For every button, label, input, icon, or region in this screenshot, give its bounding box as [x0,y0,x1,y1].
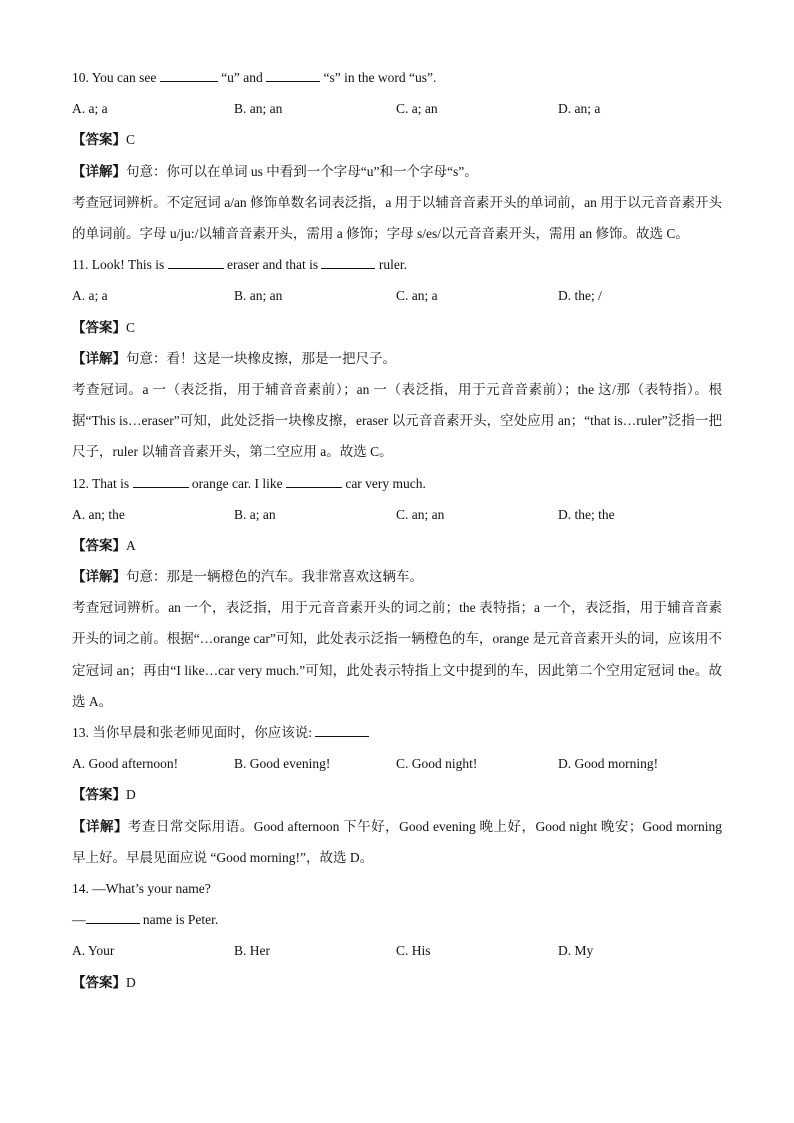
question-10-stem: 10. You can see “u” and “s” in the word “us”. [72,70,437,85]
question-12-detail-1: 【详解】句意：那是一辆橙色的汽车。我非常喜欢这辆车。 [72,569,423,585]
option-b: B. an; an [234,288,283,304]
option-a: A. a; a [72,288,108,304]
question-14-answer [72,967,722,998]
answer-tag: 【答案】 [72,974,126,990]
question-13-stem: 13. 当你早晨和张老师见面时，你应该说: [72,717,722,748]
answer-tag: 【答案】 [72,319,126,335]
blank [133,477,189,488]
blank [160,71,218,82]
question-10-detail-1: 【详解】句意：你可以在单词 us 中看到一个字母“u”和一个字母“s”。 [72,163,478,179]
detail-tag: 【详解】 [72,163,126,179]
option-b: B. Her [234,943,270,959]
answer-tag: 【答案】 [72,537,126,553]
answer-value: D [126,974,136,990]
question-11-options [72,280,722,311]
option-d: D. Good morning! [558,756,659,772]
answer-tag: 【答案】 [72,787,126,803]
question-11-detail-1: 【详解】句意：看！这是一块橡皮擦，那是一把尺子。 [72,350,396,366]
answer-tag: 【答案】 [72,132,126,148]
answer-value: D [126,787,136,803]
question-13-answer [72,779,722,810]
option-d: D. the; / [558,288,602,304]
option-a: A. an; the [72,506,125,522]
option-d: D. My [558,943,594,959]
question-12-stem: 12. That is orange car. I like car very much. [72,475,426,491]
detail-tag: 【详解】 [72,569,126,585]
option-a: A. a; a [72,101,108,117]
question-12-options [72,499,722,530]
option-c: C. His [396,943,431,959]
option-c: C. Good night! [396,756,478,772]
blank [266,71,320,82]
question-14-options [72,935,722,966]
question-12-detail-2: 考查冠词辨析。an 一个，表泛指，用于元音音素开头的词之前；the 表特指；a 一个，表泛指，用于辅音音素开头的词之前。根据“…orange car”可知，此处表示泛指一辆橙色的车，orange 是元音音素开头的词，应该用不定冠词 an；再由“I like…car very much.”可知，此处表示特指上文中提到的车，因此第二个空用定冠词 the。故选 A。 [72,600,722,709]
detail-tag: 【详解】 [72,818,128,834]
blank [315,726,369,737]
answer-value: C [126,319,136,335]
question-11-stem: 11. Look! This is eraser and that is ruler. [72,257,407,273]
blank [321,258,375,269]
option-c: C. an; an [396,506,445,522]
question-11-answer [72,312,722,343]
question-13-detail-1: 【详解】考查日常交际用语。Good afternoon 下午好，Good evening 晚上好，Good night 晚安；Good morning 早上好。早晨见面应说 “Good morning!”，故选 D。 [72,818,722,865]
document-page [72,62,722,998]
question-13-options [72,748,722,779]
option-c: C. an; a [396,288,438,304]
option-b: B. an; an [234,101,283,117]
question-10-detail-2: 考查冠词辨析。不定冠词 a/an 修饰单数名词表泛指，a 用于以辅音音素开头的单词前，an 用于以元音音素开头的单词前。字母 u/ju:/以辅音音素开头，需用 a 修饰；字母 s/es/以元音音素开头，需用 an 修饰。故选 C。 [72,194,722,241]
answer-value: A [126,537,136,553]
option-b: B. a; an [234,506,276,522]
question-11-detail-2: 考查冠词。a 一（表泛指，用于辅音音素前）；an 一（表泛指，用于元音音素前）；the 这/那（表特指）。根据“This is…eraser”可知，此处泛指一块橡皮擦，eraser 以元音音素开头，空处应用 an；“that is…ruler”泛指一把尺子，ruler 以辅音音素开头，第二空应用 a。故选 C。 [72,381,722,460]
blank [168,258,224,269]
blank [86,913,140,924]
answer-value: C [126,132,136,148]
question-10-options [72,93,722,124]
option-b: B. Good evening! [234,756,331,772]
option-c: C. a; an [396,101,438,117]
question-12-answer [72,530,722,561]
option-d: D. an; a [558,101,601,117]
blank [286,477,342,488]
question-14-stem-1: 14. —What’s your name? [72,881,211,897]
option-a: A. Good afternoon! [72,756,179,772]
option-a: A. Your [72,943,115,959]
question-10-answer [72,124,722,155]
option-d: D. the; the [558,506,615,522]
question-14-stem-2: — name is Peter. [72,912,219,928]
detail-tag: 【详解】 [72,350,126,366]
